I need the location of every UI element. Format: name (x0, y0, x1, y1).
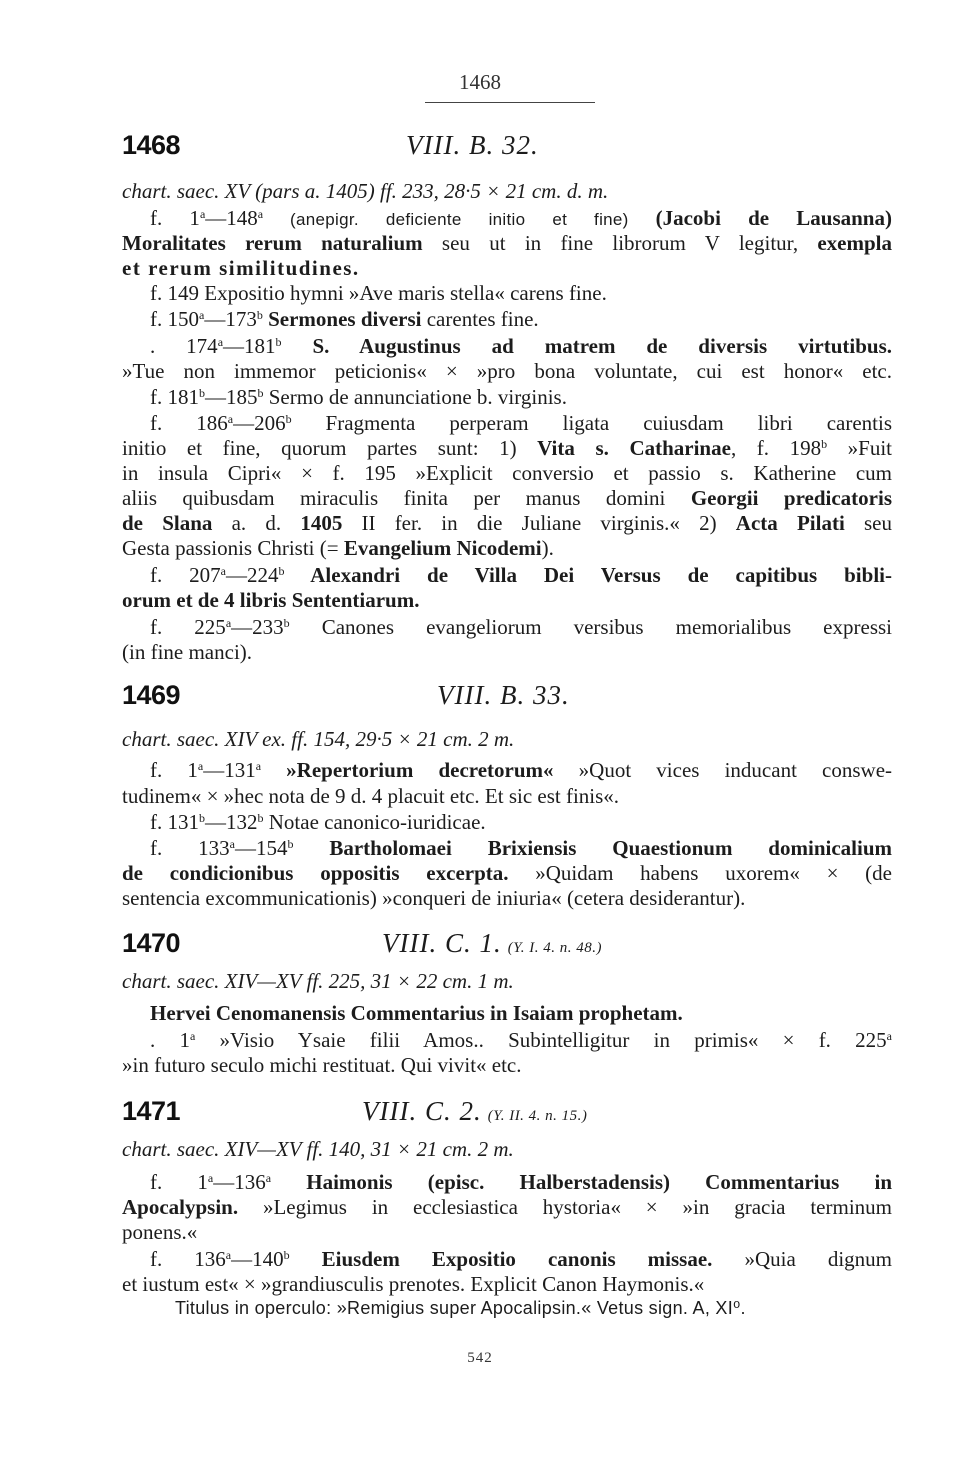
entry-1469-text-line: f. 131$^b$—132$^b$ Notae canonico-iuridicae. (150, 810, 486, 834)
entry-number: 1469 (122, 680, 181, 710)
entry-1469-text-line: f. 1$^a$—131$^a$ »Repertorium decretorum« »Quot vices inducant conswe- (150, 758, 893, 782)
entry-1469-text-line: de condicionibus oppositis excerpta. »Quidam habens uxorem« × (de (122, 861, 892, 885)
old-signature: (Y. II. 4. n. 15.) (487, 1108, 588, 1124)
shelfmark: VIII. B. 32. (406, 130, 539, 160)
entry-1468-text-line: et rerum similitudines. (122, 256, 360, 280)
entry-number: 1471 (122, 1096, 181, 1126)
entry-1468-text-line: f. 149 Expositio hymni »Ave maris stella« carens fine. (150, 281, 607, 305)
entry-1468-text-line: orum et de 4 libris Sententiarum. (122, 588, 420, 612)
entry-1469-text-line: sentencia excommunicationis) »conqueri de iniuria« (cetera desiderantur). (122, 886, 746, 910)
entry-1468-text-line: (in fine manci). (122, 640, 253, 664)
entry-1468-text-line: f. 225$^a$—233$^b$ Canones evangeliorum versibus memorialibus expressi (150, 615, 892, 639)
entry-1471-text-line: ponens.« (122, 1220, 198, 1244)
entry-number: 1470 (122, 928, 181, 958)
entry-1468-text-line: de Slana a. d. 1405 II fer. in die Juliane virginis.« 2) Acta Pilati seu (122, 511, 893, 535)
entry-1471-text-line: f. 136$^a$—140$^b$ Eiusdem Expositio canonis missae. »Quia dignum (150, 1247, 892, 1271)
header-rule (425, 102, 595, 103)
entry-1471-text-line: Apocalypsin. »Legimus in ecclesiastica hystoria« × »in gracia terminum (122, 1195, 892, 1219)
entry-1468-heading (122, 130, 902, 170)
entry-1469-text-line: tudinem« × »hec nota de 9 d. 4 placuit etc. Et sic est finis«. (122, 784, 620, 808)
entry-1471-note: Titulus in operculo: »Remigius super Apocalipsin.« Vetus sign. A, XI⁰. (175, 1298, 746, 1318)
page-number: 542 (467, 1350, 493, 1366)
entry-1470-text-line: »in futuro seculo michi restituat. Qui vivit« etc. (122, 1053, 522, 1077)
entry-1469-heading (122, 680, 902, 720)
entry-1468-text-line: initio et fine, quorum partes sunt: 1) Vita s. Catharinae, f. 198$^b$ »Fuit (122, 436, 892, 460)
shelfmark: VIII. C. 2. (Y. II. 4. n. 15.) (362, 1096, 588, 1126)
entry-1468-text-line: f. 1$^a$—148$^a$ (anepigr. deficiente initio et fine) (Jacobi de Lausanna) (150, 206, 892, 230)
entry-1471-text-line: et iustum est« × »grandiusculis prenotes. Explicit Canon Haymonis.« (122, 1272, 705, 1296)
entry-1470-text-line: . 1$^a$ »Visio Ysaie filii Amos.. Subintelligitur in primis« × f. 225$^a$ (150, 1028, 892, 1052)
entry-1468-description: chart. saec. XV (pars a. 1405) ff. 233, 28·5 × 21 cm. d. m. (122, 179, 609, 203)
entry-1469-text-line: f. 133$^a$—154$^b$ Bartholomaei Brixiensis Quaestionum dominicalium (150, 836, 892, 860)
old-signature: (Y. I. 4. n. 48.) (507, 940, 602, 956)
entry-1468-text-line: f. 186$^a$—206$^b$ Fragmenta perperam ligata cuiusdam libri carentis (150, 411, 892, 435)
shelfmark: VIII. C. 1. (Y. I. 4. n. 48.) (382, 928, 602, 958)
entry-1468-text-line: in insula Cipri« × f. 195 »Explicit conversio et passio s. Katherine cum (122, 461, 892, 485)
entry-1470-title: Hervei Cenomanensis Commentarius in Isaiam prophetam. (150, 1001, 683, 1025)
entry-number: 1468 (122, 130, 181, 160)
entry-1468-text-line: f. 207$^a$—224$^b$ Alexandri de Villa Dei Versus de capitibus bibli- (150, 563, 892, 587)
entry-1468-text-line: Moralitates rerum naturalium seu ut in fine librorum V legitur, exempla (122, 231, 893, 255)
entry-1469-description: chart. saec. XIV ex. ff. 154, 29·5 × 21 cm. 2 m. (122, 727, 515, 751)
entry-1468-text-line: f. 181$^b$—185$^b$ Sermo de annunciatione b. virginis. (150, 385, 567, 409)
entry-1468-text-line: f. 150$^a$—173$^b$ Sermones diversi carentes fine. (150, 307, 539, 331)
entry-1470-description: chart. saec. XIV—XV ff. 225, 31 × 22 cm. 1 m. (122, 969, 514, 993)
entry-1471-description: chart. saec. XIV—XV ff. 140, 31 × 21 cm. 2 m. (122, 1137, 514, 1161)
shelfmark: VIII. B. 33. (437, 680, 570, 710)
entry-1468-text-line: »Tue non immemor peticionis« × »pro bona voluntate, cui est honor« etc. (122, 359, 892, 383)
entry-1468-text-line: aliis quibusdam miraculis finita per manus domini Georgii predicatoris (122, 486, 892, 510)
entry-1468-text-line: . 174$^a$—181$^b$ S. Augustinus ad matrem de diversis virtutibus. (150, 334, 892, 358)
entry-1471-text-line: f. 1$^a$—136$^a$ Haimonis (episc. Halberstadensis) Commentarius in (150, 1170, 893, 1194)
entry-1470-heading (122, 928, 902, 968)
entry-1468-text-line: Gesta passionis Christi (= Evangelium Nicodemi). (122, 536, 554, 560)
running-head: 1468 (459, 70, 501, 94)
entry-1471-heading (122, 1096, 902, 1136)
